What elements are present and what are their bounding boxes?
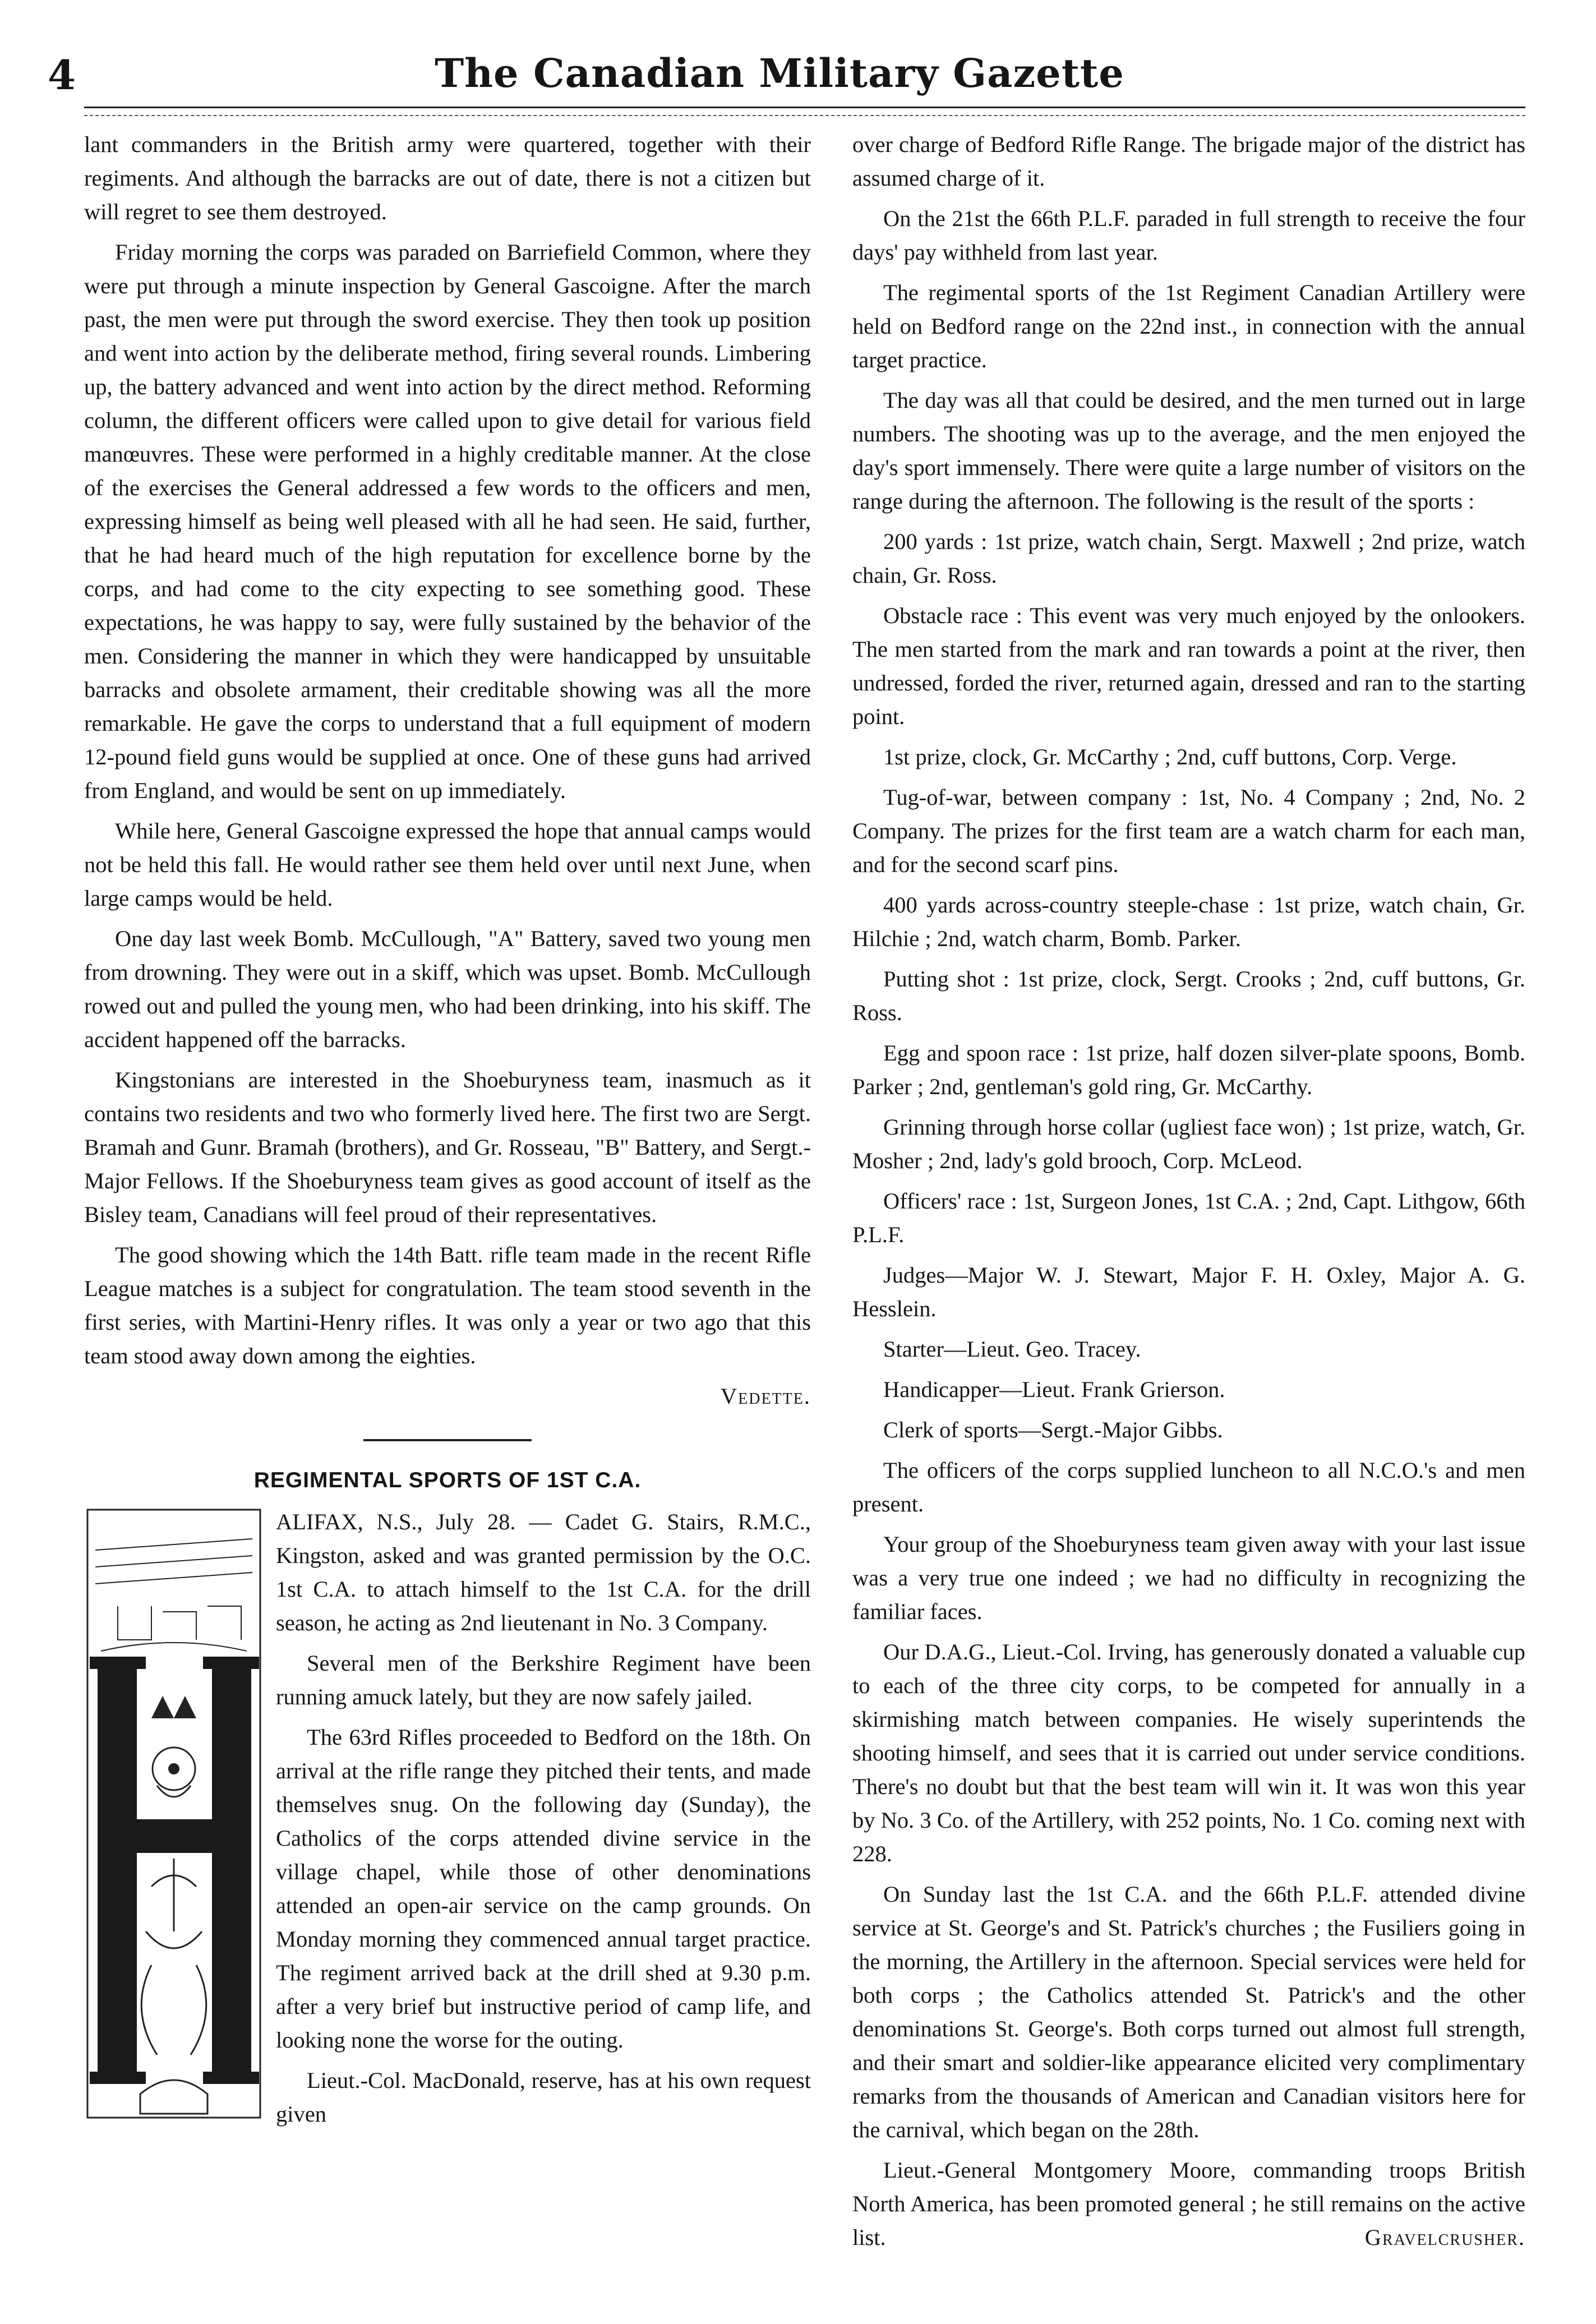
article-paragraph: The officers of the corps supplied luncheon to all N.C.O.'s and men present. [852, 1458, 1525, 1516]
signature-gravelcrusher: Gravelcrusher. [1364, 2225, 1525, 2250]
header-rule-dashed [84, 115, 1525, 116]
section-divider [363, 1439, 532, 1441]
article-paragraph: Putting shot : 1st prize, clock, Sergt. Crooks ; 2nd, cuff buttons, Gr. Ross. [852, 966, 1525, 1025]
publication-title: The Canadian Military Gazette [435, 50, 1124, 96]
article-paragraph: The 63rd Rifles proceeded to Bedford on the 18th. On arrival at the rifle range they pitched their tents, and made themselves snug. On the following day (Sunday), the Catholics of the corps attended divine service in the village chapel, while those of other denominations attended an open-air service on the camp grounds. On Monday morning they commenced annual target practice. The regiment arrived back at the drill shed at 9.30 p.m. after a very brief but instructive period of camp life, and looking none the worse for the outing. [276, 1724, 811, 2053]
page-number: 4 [48, 51, 76, 99]
right-column [852, 128, 1525, 2261]
article-paragraph: Judges—Major W. J. Stewart, Major F. H. Oxley, Major A. G. Hesslein. [852, 1262, 1525, 1321]
article-paragraph: 400 yards across-country steeple-chase : 1st prize, watch chain, Gr. Hilchie ; 2nd, watch charm, Bomb. Parker. [852, 892, 1525, 951]
article-paragraph: Clerk of sports—Sergt.-Major Gibbs. [883, 1417, 1223, 1442]
header-rule [84, 107, 1525, 108]
article-paragraph: ALIFAX, N.S., July 28. — Cadet G. Stairs, R.M.C., Kingston, asked and was granted permission by the O.C. 1st C.A. to attach himself to the 1st C.A. for the drill season, he acting as 2nd lieutenant in No. 3 Company. [276, 1509, 811, 1635]
article-paragraph: One day last week Bomb. McCullough, "A" Battery, saved two young men from drowning. They were out in a skiff, which was upset. Bomb. McCullough rowed out and pulled the young men, who had been drinking, into his skiff. The accident happened off the barracks. [84, 926, 811, 1052]
signature-vedette: Vedette. [720, 1384, 811, 1409]
article-paragraph: Tug-of-war, between company : 1st, No. 4 Company ; 2nd, No. 2 Company. The prizes for the first team are a watch charm for each man, and for the second scarf pins. [852, 785, 1525, 877]
ornamental-dropcap-illustration [84, 1505, 264, 2122]
article-paragraph: The good showing which the 14th Batt. rifle team made in the recent Rifle League matches is a subject for congratulation. The team stood seventh in the first series, with Martini-Henry rifles. It was only a year or two ago that this team stood away down among the eighties. [84, 1242, 811, 1368]
article-paragraph: over charge of Bedford Rifle Range. The brigade major of the district has assumed charge of it. [852, 132, 1525, 191]
article-paragraph: Obstacle race : This event was very much enjoyed by the onlookers. The men started from the mark and ran towards a point at the river, then undressed, forded the river, returned again, dressed and ran to the starting point. [852, 603, 1525, 729]
article-paragraph: On the 21st the 66th P.L.F. paraded in full strength to receive the four days' pay withheld from last year. [852, 206, 1525, 265]
section-heading: REGIMENTAL SPORTS OF 1ST C.A. [253, 1468, 642, 1492]
masthead [48, 48, 1511, 104]
article-paragraph: Lieut.-Col. MacDonald, reserve, has at his own request given [276, 2068, 811, 2127]
article-paragraph: lant commanders in the British army were quartered, together with their regiments. And although the barracks are out of date, there is not a citizen but will regret to see them destroyed. [84, 132, 811, 224]
article-paragraph: Egg and spoon race : 1st prize, half dozen silver-plate spoons, Bomb. Parker ; 2nd, gentleman's gold ring, Gr. McCarthy. [852, 1040, 1525, 1099]
paragraph-text: Lieut.-General Montgomery Moore, commanding troops British North America, has been promoted general ; he still remains on the active list. [852, 2157, 1525, 2250]
article-paragraph: While here, General Gascoigne expressed the hope that annual camps would not be held this fall. He would rather see them held over until next June, when large camps would be held. [84, 818, 811, 911]
article-paragraph: 1st prize, clock, Gr. McCarthy ; 2nd, cuff buttons, Corp. Verge. [883, 744, 1457, 769]
article-paragraph: The day was all that could be desired, and the men turned out in large numbers. The shooting was up to the average, and the men enjoyed the day's sport immensely. There were quite a large number of visitors on the range during the afternoon. The following is the result of the sports : [852, 388, 1525, 514]
article-paragraph: The regimental sports of the 1st Regiment Canadian Artillery were held on Bedford range on the 22nd inst., in connection with the annual target practice. [852, 280, 1525, 372]
ornamental-dropcap-h [84, 1505, 264, 2122]
article-paragraph: Handicapper—Lieut. Frank Grierson. [883, 1377, 1225, 1402]
article-paragraph: Kingstonians are interested in the Shoeburyness team, inasmuch as it contains two residents and two who formerly lived here. The first two are Sergt. Bramah and Gunr. Bramah (brothers), and Gr. Rosseau, "B" Battery, and Sergt.-Major Fellows. If the Shoeburyness team gives as good account of itself as the Bisley team, Canadians will feel proud of their representatives. [84, 1067, 811, 1227]
article-paragraph: Our D.A.G., Lieut.-Col. Irving, has generously donated a valuable cup to each of the three city corps, to be competed for annually in a skirmishing match between companies. He wisely superintends the shooting himself, and sees that it is carried out under service conditions. There's no doubt but that the best team will win it. It was won this year by No. 3 Co. of the Artillery, with 252 points, No. 1 Co. coming next with 228. [852, 1639, 1525, 1866]
article-paragraph: Your group of the Shoeburyness team given away with your last issue was a very true one indeed ; we had no difficulty in recognizing the familiar faces. [852, 1532, 1525, 1624]
article-paragraph: Starter—Lieut. Geo. Tracey. [883, 1336, 1141, 1362]
article-paragraph: Friday morning the corps was paraded on Barriefield Common, where they were put through a minute inspection by General Gascoigne. After the march past, the men were put through the sword exercise. They then took up position and went into action by the deliberate method, firing several rounds. Limbering up, the battery advanced and went into action by the direct method. Reforming column, the different officers were called upon to give detail for various field manœuvres. These were performed in a highly creditable manner. At the close of the exercises the General addressed a few words to the officers and men, expressing himself as being well pleased with all he had seen. He said, further, that he had heard much of the high reputation for excellence borne by the corps, and had come to the city expecting to see something good. These expectations, he was happy to say, were fully sustained by the behavior of the men. Considering the manner in which they were handicapped by unsuitable barracks and obsolete armament, their creditable showing was all the more remarkable. He gave the corps to understand that a full equipment of modern 12-pound field guns would be supplied at once. One of these guns had arrived from England, and would be sent on up immediately. [84, 239, 811, 803]
article-paragraph: Officers' race : 1st, Surgeon Jones, 1st C.A. ; 2nd, Capt. Lithgow, 66th P.L.F. [852, 1188, 1525, 1247]
article-paragraph [852, 2154, 1525, 2254]
left-column [84, 128, 811, 2138]
article-paragraph: On Sunday last the 1st C.A. and the 66th P.L.F. attended divine service at St. George's and St. Patrick's churches ; the Fusiliers going in the morning, the Artillery in the afternoon. Special services were held for both corps ; the Catholics attended St. Patrick's and the other denominations St. George's. Both corps turned out almost full strength, and their smart and soldier-like appearance elicited very complimentary remarks from the thousands of American and Canadian visitors here for the carnival, which began on the 28th. [852, 1882, 1525, 2142]
article-paragraph: Grinning through horse collar (ugliest face won) ; 1st prize, watch, Gr. Mosher ; 2nd, lady's gold brooch, Corp. McLeod. [852, 1114, 1525, 1173]
article-paragraph: Several men of the Berkshire Regiment have been running amuck lately, but they are now safely jailed. [276, 1650, 811, 1709]
article-paragraph: 200 yards : 1st prize, watch chain, Sergt. Maxwell ; 2nd prize, watch chain, Gr. Ross. [852, 529, 1525, 588]
